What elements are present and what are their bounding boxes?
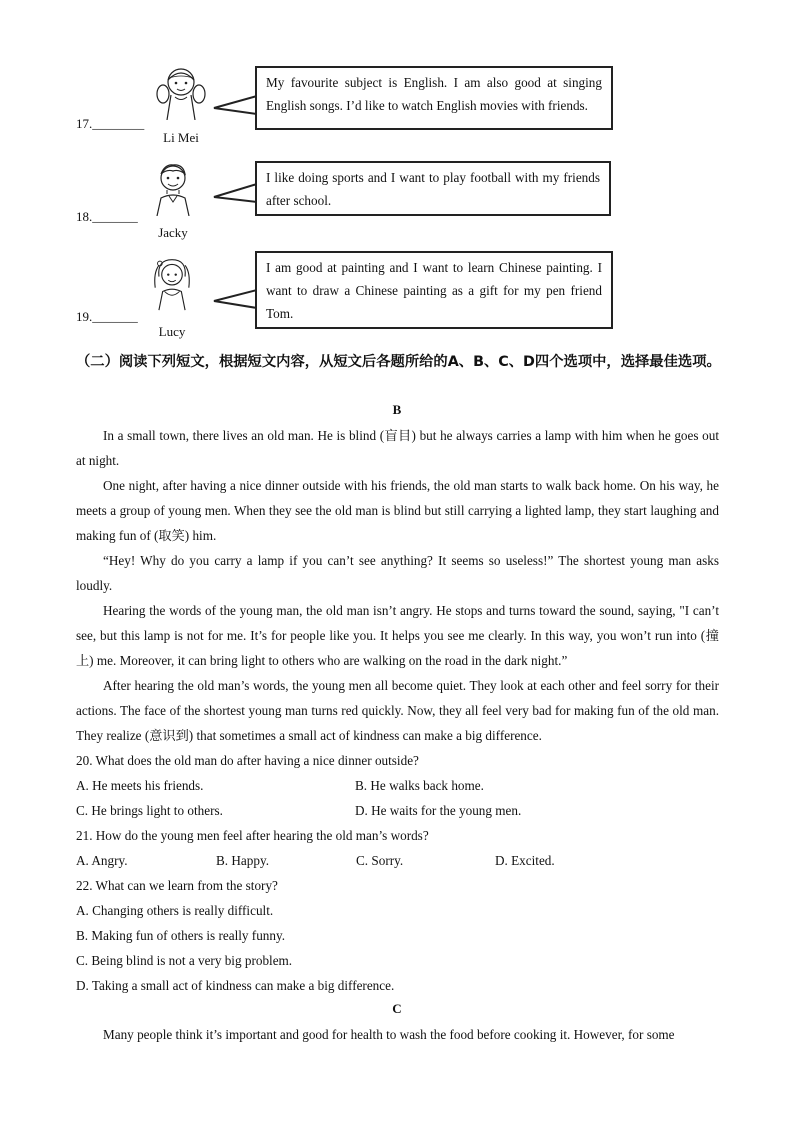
speech-bubble-17: My favourite subject is English. I am also good at singing English songs. I’d like to watch English movies with friends. <box>255 66 613 130</box>
figure-name-jacky: Jacky <box>158 225 188 240</box>
question-22-stem: 22. What can we learn from the story? <box>76 878 278 893</box>
li-mei-portrait <box>151 64 211 134</box>
passage-b <box>76 423 719 998</box>
question-number-18: 18._______ <box>76 209 138 224</box>
passage-paragraph: After hearing the old man’s words, the young men all become quiet. They look at each other and feel sorry for their actions. The face of the shortest young man turns red quickly. Now, they all feel very bad for making fun of the old man. They realize (意识到) that sometimes a small act of kindness can make a big difference. <box>76 678 719 743</box>
section-instructions: （二）阅读下列短文，根据短文内容，从短文后各题所给的A、B、C、D四个选项中，选择最佳选项。 <box>76 354 721 370</box>
question-20-options-row-2 <box>76 798 719 823</box>
option-d[interactable]: D. He waits for the young men. <box>355 803 522 818</box>
girl-figure-icon <box>151 64 211 120</box>
option-a[interactable]: A. He meets his friends. <box>76 778 204 793</box>
question-21-options <box>76 848 719 873</box>
jacky-portrait <box>143 160 203 230</box>
option-b[interactable]: B. Making fun of others is really funny. <box>76 928 286 943</box>
question-number-17: 17.________ <box>76 116 145 131</box>
question-20-stem: 20. What does the old man do after having a nice dinner outside? <box>76 753 419 768</box>
question-20-options-row-1 <box>76 773 719 798</box>
option-b[interactable]: B. He walks back home. <box>355 778 484 793</box>
passage-c <box>76 1022 719 1047</box>
lucy-portrait <box>142 256 202 326</box>
passage-paragraph: One night, after having a nice dinner outside with his friends, the old man starts to walk back home. On his way, he meets a group of young men. When they see the old man is blind but still carrying a lighted lamp, they start laughing and making fun of (取笑) him. <box>76 478 719 543</box>
option-d[interactable]: D. Taking a small act of kindness can make a big difference. <box>76 978 395 993</box>
speech-bubble-tail <box>212 94 258 116</box>
figure-name-li-mei: Li Mei <box>163 130 199 145</box>
option-a[interactable]: A. Angry. <box>76 853 128 868</box>
passage-c-letter: C <box>392 1001 402 1016</box>
option-a[interactable]: A. Changing others is really difficult. <box>76 903 274 918</box>
speech-bubble-tail <box>212 180 258 204</box>
girl-figure-icon <box>142 256 202 312</box>
figure-name-lucy: Lucy <box>158 324 186 339</box>
passage-paragraph: In a small town, there lives an old man. He is blind (盲目) but he always carries a lamp with him when he goes out at night. <box>76 428 719 468</box>
option-d[interactable]: D. Excited. <box>495 853 555 868</box>
question-number-19: 19._______ <box>76 309 138 324</box>
option-c[interactable]: C. Being blind is not a very big problem. <box>76 953 293 968</box>
option-c[interactable]: C. He brings light to others. <box>76 803 223 818</box>
passage-b-letter: B <box>392 402 402 417</box>
speech-bubble-tail <box>212 286 258 310</box>
passage-paragraph: Hearing the words of the young man, the old man isn’t angry. He stops and turns toward the sound, saying, "I can’t see, but this lamp is not for me. It’s for people like you. It helps you see me clearly. In this way, you won’t run into (撞上) me. Moreover, it can bring light to others who are walking on the road in the dark night.” <box>76 603 719 668</box>
speech-bubble-18: I like doing sports and I want to play football with my friends after school. <box>255 161 611 216</box>
boy-figure-icon <box>143 160 203 216</box>
speech-bubble-19: I am good at painting and I want to learn Chinese painting. I want to draw a Chinese painting as a gift for my pen friend Tom. <box>255 251 613 329</box>
option-b[interactable]: B. Happy. <box>216 853 269 868</box>
option-c[interactable]: C. Sorry. <box>356 853 404 868</box>
passage-paragraph: “Hey! Why do you carry a lamp if you can’t see anything? It seems so useless!” The shortest young man asks loudly. <box>76 553 719 593</box>
passage-paragraph: Many people think it’s important and good for health to wash the food before cooking it. However, for some <box>103 1027 675 1042</box>
question-21-stem: 21. How do the young men feel after hearing the old man’s words? <box>76 828 429 843</box>
